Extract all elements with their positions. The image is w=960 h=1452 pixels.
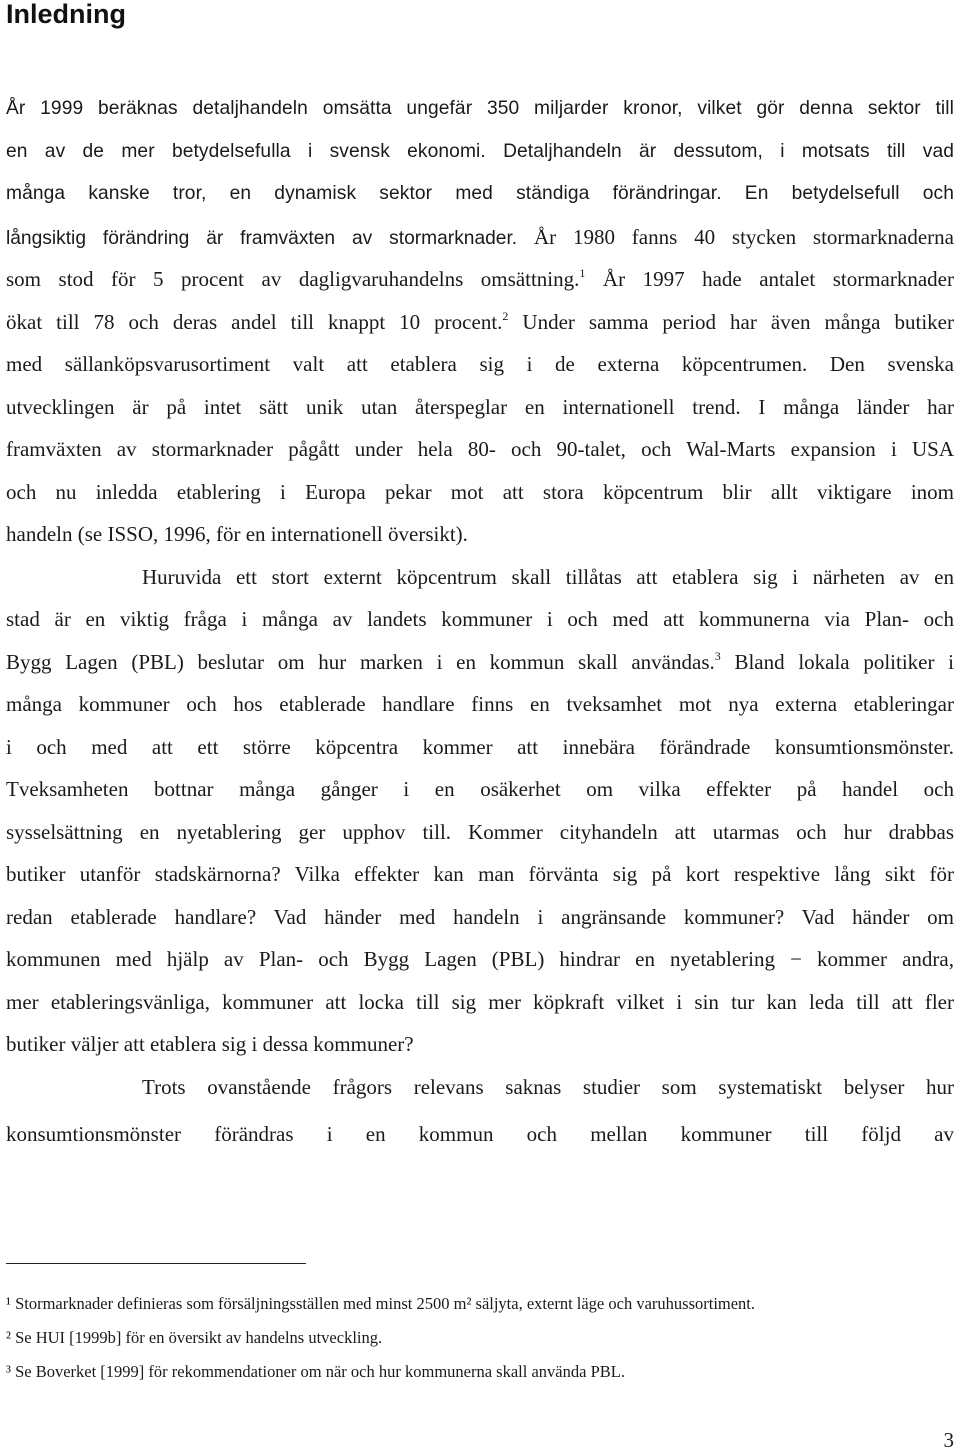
footnote-ref[interactable]: 1 [579, 266, 586, 280]
text-line [6, 691, 954, 717]
page-number: 3 [943, 1428, 954, 1452]
text-run: Bland lokala politiker i [720, 650, 954, 674]
text-line [6, 394, 954, 420]
text-line [6, 734, 954, 760]
text-line [6, 224, 954, 252]
text-line [6, 649, 954, 675]
text-line [6, 351, 954, 377]
text-run: och nu inledda etablering i Europa pekar mot att stora köpcentrum blir allt viktigare inom [6, 480, 954, 504]
text-line [6, 606, 954, 632]
text-run: många kanske tror, en dynamisk sektor med ständiga förändringar. En betydelsefull och [6, 183, 954, 204]
footnote-ref[interactable]: 2 [502, 309, 509, 323]
text-run: mer etableringsvänliga, kommuner att locka till sig mer köpkraft vilket i sin tur kan leda till att fler [6, 990, 954, 1014]
section-heading: Inledning [6, 0, 126, 29]
text-line [6, 776, 954, 802]
text-line [6, 861, 954, 887]
text-line [6, 946, 954, 972]
text-line [6, 989, 954, 1015]
text-run: Trots ovanstående frågors relevans saknas studier som systematiskt belyser hur [142, 1075, 954, 1099]
text-line [142, 564, 954, 590]
text-line [142, 1074, 954, 1100]
text-run: Tveksamheten bottnar många gånger i en osäkerhet om vilka effekter på handel och [6, 777, 954, 801]
text-run: Under samma period har även många butiker [508, 310, 954, 334]
text-run: handeln (se ISSO, 1996, för en internationell översikt). [6, 522, 468, 546]
text-line [6, 266, 954, 292]
text-run: utvecklingen är på intet sätt unik utan återspeglar en internationell trend. I många länder har [6, 395, 954, 419]
text-run: redan etablerade handlare? Vad händer med handeln i angränsande kommuner? Vad händer om [6, 905, 954, 929]
text-line [6, 904, 954, 930]
text-run: ökat till 78 och deras andel till knappt 10 procent. [6, 310, 503, 334]
footnote-ref[interactable]: 3 [714, 649, 721, 663]
text-run: Bygg Lagen (PBL) beslutar om hur marken i en kommun skall användas. [6, 650, 715, 674]
text-run: stad är en viktig fråga i många av landets kommuner i och med att kommunerna via Plan- och [6, 607, 954, 631]
text-run: Huruvida ett stort externt köpcentrum skall tillåtas att etablera sig i närheten av en [142, 565, 954, 589]
text-run: År 1997 hade antalet stormarknader [585, 267, 954, 291]
footnote-item: ² Se HUI [1999b] för en översikt av handelns utveckling. [6, 1328, 383, 1347]
text-line [6, 521, 954, 547]
footnote-item: ¹ Stormarknader definieras som försäljningsställen med minst 2500 m² säljyta, externt läge och varuhussortiment. [6, 1294, 756, 1313]
text-line [6, 139, 954, 165]
text-run: År 1999 beräknas detaljhandeln omsätta ungefär 350 miljarder kronor, vilket gör denna sektor till [6, 98, 954, 119]
footnote-item: ³ Se Boverket [1999] för rekommendationer om när och hur kommunerna skall använda PBL. [6, 1362, 625, 1381]
text-run: kommunen med hjälp av Plan- och Bygg Lagen (PBL) hindrar en nyetablering − kommer andra, [6, 947, 954, 971]
text-line [6, 96, 954, 122]
text-run: som stod för 5 procent av dagligvaruhandelns omsättning. [6, 267, 580, 291]
footnote-separator [6, 1263, 306, 1264]
text-run: en av de mer betydelsefulla i svensk ekonomi. Detaljhandeln är dessutom, i motsats till vad [6, 141, 954, 162]
text-run: många kommuner och hos etablerade handlare finns en tveksamhet mot nya externa etableringar [6, 692, 954, 716]
text-line [6, 1121, 954, 1147]
text-run: i och med att ett större köpcentra kommer att innebära förändrade konsumtionsmönster. [6, 735, 954, 759]
text-line [6, 819, 954, 845]
text-run: butiker utanför stadskärnorna? Vilka effekter kan man förvänta sig på kort respektive lång sikt för [6, 862, 954, 886]
text-run: framväxten av stormarknader pågått under hela 80- och 90-talet, och Wal-Marts expansion i USA [6, 437, 954, 461]
text-run: År 1980 fanns 40 stycken stormarknaderna [517, 225, 954, 249]
text-run: långsiktig förändring är framväxten av stormarknader. [6, 228, 518, 249]
text-run: med sällanköpsvarusortiment valt att etablera sig i de externa köpcentrumen. Den svenska [6, 352, 954, 376]
text-line [6, 1031, 954, 1057]
text-line [6, 479, 954, 505]
text-line [6, 436, 954, 462]
text-line [6, 309, 954, 335]
text-run: konsumtionsmönster förändras i en kommun och mellan kommuner till följd av [6, 1122, 954, 1146]
text-run: butiker väljer att etablera sig i dessa kommuner? [6, 1032, 414, 1056]
text-line [6, 181, 954, 207]
text-run: sysselsättning en nyetablering ger upphov till. Kommer cityhandeln att utarmas och hur drabbas [6, 820, 954, 844]
